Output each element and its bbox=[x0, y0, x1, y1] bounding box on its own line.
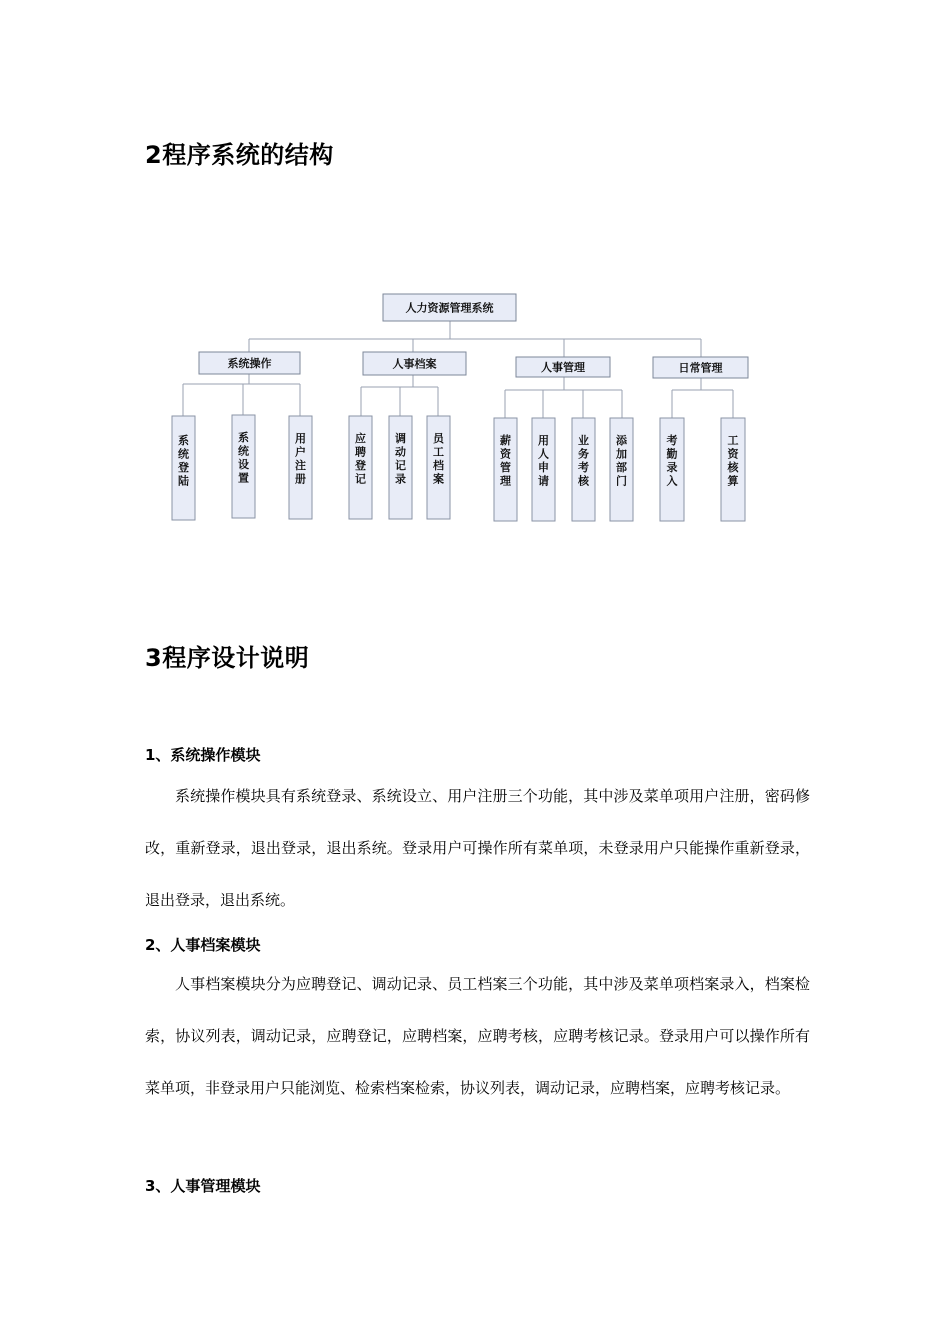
org-group-system-ops bbox=[199, 352, 300, 374]
org-leaf-attendance-entry bbox=[660, 418, 684, 521]
org-leaf-label: 系统登陆 bbox=[178, 434, 189, 488]
module-heading-personnel-files: 2、人事档案模块 bbox=[145, 936, 261, 954]
org-leaf-label: 员工档案 bbox=[433, 432, 444, 486]
org-leaf-transfer-record bbox=[389, 416, 412, 519]
org-leaf-user-register bbox=[289, 416, 312, 519]
module-heading-personnel-mgmt: 3、人事管理模块 bbox=[145, 1177, 261, 1195]
org-leaf-label: 工资核算 bbox=[727, 434, 739, 488]
org-group-label: 人事档案 bbox=[392, 357, 437, 371]
org-leaf-staffing-request bbox=[532, 418, 555, 521]
org-leaf-label: 调动记录 bbox=[395, 432, 406, 486]
org-leaf-label: 用户注册 bbox=[295, 432, 306, 486]
section-title-structure: 2程序系统的结构 bbox=[145, 141, 334, 169]
org-group-daily-mgmt bbox=[653, 357, 748, 378]
org-leaf-label: 应聘登记 bbox=[355, 432, 366, 486]
org-leaf-label: 业务考核 bbox=[578, 434, 589, 488]
org-chart bbox=[0, 0, 950, 560]
org-node-root-label: 人力资源管理系统 bbox=[405, 301, 494, 315]
org-leaf-label: 薪资管理 bbox=[500, 434, 511, 488]
org-group-label: 日常管理 bbox=[678, 361, 723, 375]
module-heading-system-ops: 1、系统操作模块 bbox=[145, 746, 261, 764]
org-node-root bbox=[383, 294, 516, 321]
section-title-design: 3程序设计说明 bbox=[145, 644, 310, 672]
org-leaf-applicant-register bbox=[349, 416, 372, 519]
org-leaf-salary-mgmt bbox=[494, 418, 517, 521]
org-leaf-label: 添加部门 bbox=[616, 434, 627, 488]
org-leaf-employee-file bbox=[427, 416, 450, 519]
org-leaf-payroll-calc bbox=[721, 418, 745, 521]
org-group-label: 人事管理 bbox=[541, 361, 585, 374]
module-text-personnel-files: 人事档案模块分为应聘登记、调动记录、员工档案三个功能，其中涉及菜单项档案录入，档案检索，协议列表，调动记录，应聘登记，应聘档案，应聘考核，应聘考核记录。登录用户可以操作所有菜单项，非登录用户只能浏览、检索档案检索，协议列表，调动记录，应聘档案，应聘考核记录。 bbox=[145, 975, 810, 1097]
org-group-label: 系统操作 bbox=[227, 357, 272, 370]
org-leaf-label: 用人申请 bbox=[538, 434, 549, 488]
org-group-personnel-files bbox=[363, 352, 466, 375]
org-leaf-label: 系统设置 bbox=[238, 431, 249, 485]
module-text-system-ops: 系统操作模块具有系统登录、系统设立、用户注册三个功能，其中涉及菜单项用户注册，密码修改，重新登录，退出登录，退出系统。登录用户可操作所有菜单项，未登录用户只能操作重新登录，退出登录，退出系统。 bbox=[145, 787, 810, 909]
org-leaf-label: 考勤录入 bbox=[666, 434, 678, 488]
org-leaf-system-settings bbox=[232, 415, 255, 518]
org-leaf-add-department bbox=[610, 418, 633, 521]
org-leaf-system-login bbox=[172, 416, 195, 520]
org-group-personnel-mgmt bbox=[516, 357, 610, 377]
org-leaf-business-assessment bbox=[572, 418, 595, 521]
